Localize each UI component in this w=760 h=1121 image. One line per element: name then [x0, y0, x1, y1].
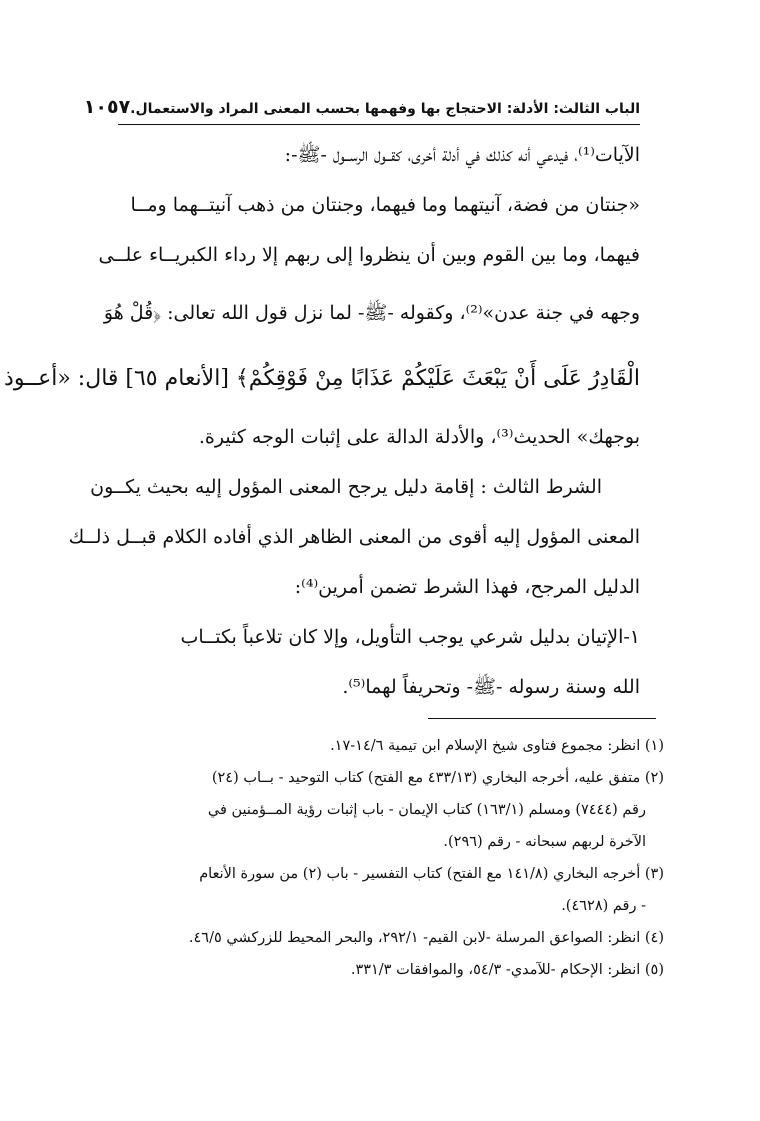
header-rule: [118, 124, 640, 125]
quran-verse-line: الْقَادِرُ عَلَى أَنْ يَبْعَثَ عَلَيْكُمْ عَذَابًا مِنْ فَوْقِكُمْ﴾ [الأنعام ٦٥] قال: «أعــوذ: [4, 366, 640, 391]
footnote-separator: [428, 718, 656, 719]
running-header: [83, 96, 640, 118]
paragraph-start-line: الشرط الثالث : إقامة دليل يرجح المعنى المؤول إليه بحيث يكــون: [90, 476, 602, 498]
text-line: الله وسنة رسوله -ﷺ- وتحريفاً لهما⁽⁵⁾.: [342, 676, 640, 698]
text-line: بوجهك» الحديث⁽³⁾، والأدلة الدالة على إثبات الوجه كثيرة.: [198, 426, 640, 448]
main-text: [4, 130, 640, 712]
text-line: «جنتان من فضة، آنيتهما وما فيهما، وجنتان من ذهب آنيتــهما ومــا: [130, 194, 640, 216]
footnote: (٢) متفق عليه، أخرجه البخاري (٤٣٣/١٣ مع الفتح) كتاب التوحيد - بــاب (٢٤): [211, 770, 664, 786]
footnote-continuation: الآخرة لربهم سبحانه - رقم (٢٩٦).: [443, 834, 646, 850]
footnote: (١) انظر: مجموع فتاوى شيخ الإسلام ابن تيمية ١٤/٦-١٧.: [330, 738, 664, 754]
footnote-continuation: رقم (٧٤٤٤) ومسلم (١٦٣/١) كتاب الإيمان - باب إثبات رؤية المــؤمنين في: [207, 802, 646, 818]
text-line: الدليل المرجح، فهذا الشرط تضمن أمرين⁽⁴⁾:: [294, 576, 640, 598]
footnote-continuation: - رقم (٤٦٢٨).: [561, 898, 646, 914]
footnote: (٣) أخرجه البخاري (١٤١/٨ مع الفتح) كتاب التفسير - باب (٢) من سورة الأنعام: [199, 866, 664, 882]
page-number: ١٠٥٧: [83, 96, 131, 118]
text-line: المعنى المؤول إليه أقوى من المعنى الظاهر الذي أفاده الكلام قبــل ذلــك: [68, 526, 640, 548]
chapter-title: الباب الثالث: الأدلة: الاحتجاج بها وفهمها بحسب المعنى المراد والاستعمال.: [130, 101, 640, 117]
text-line: الآيات⁽¹⁾، فيدعي أنه كذلك في أدلة أخرى، كقــول الرســول -ﷺ-:: [284, 144, 640, 166]
footnote: (٤) انظر: الصواعق المرسلة -لابن القيم- ٢٩٢/١، والبحر المحيط للزركشي ٤٦/٥.: [188, 930, 664, 946]
footnote: (٥) انظر: الإحكام -للآمدي- ٥٤/٣، والموافقات ٣٣١/٣.: [350, 962, 664, 978]
footnotes: [118, 730, 664, 986]
list-item-line: ١-الإتيان بدليل شرعي يوجب التأويل، وإلا كان تلاعباً بكتــاب: [180, 626, 640, 648]
text-line: وجهه في جنة عدن»⁽²⁾، وكقوله -ﷺ- لما نزل قول الله تعالى: ﴿قُلْ هُوَ: [103, 302, 640, 324]
text-line: فيهما، وما بين القوم وبين أن ينظروا إلى ربهم إلا رداء الكبريــاء علــى: [98, 244, 640, 266]
